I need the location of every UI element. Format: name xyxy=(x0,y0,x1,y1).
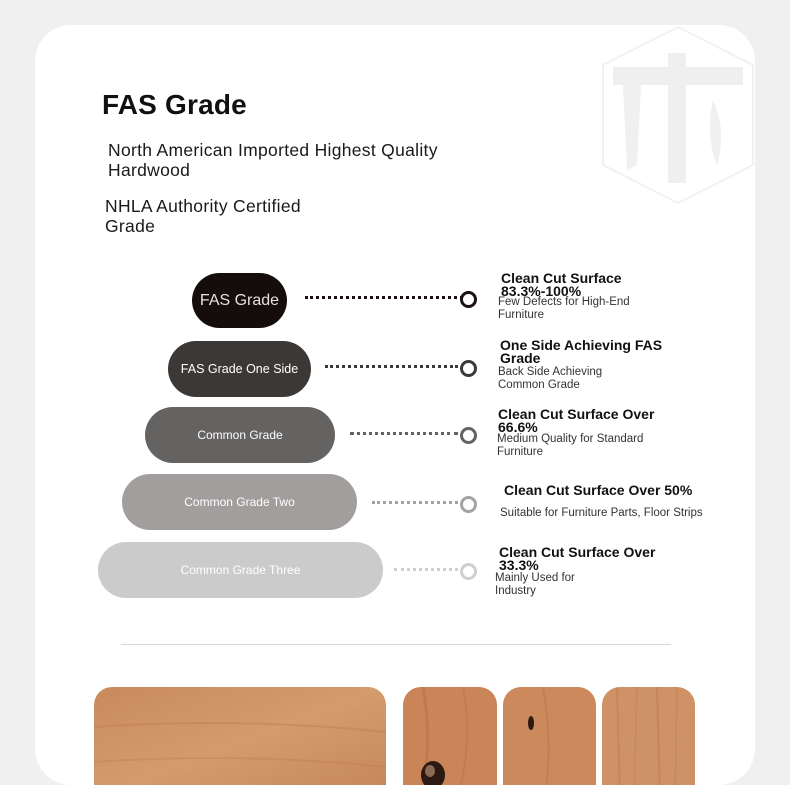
content-card xyxy=(35,25,755,785)
connector-line xyxy=(325,365,458,368)
brand-logo-icon xyxy=(593,25,755,205)
wood-sample-photo xyxy=(503,687,596,785)
page-title: FAS Grade xyxy=(102,89,247,120)
subtitle: North American Imported Highest Quality Hardwood xyxy=(108,140,438,180)
grade-title: Clean Cut Surface Over 50% xyxy=(504,482,693,498)
grade-title: Clean Cut Surface 83.3%-100% xyxy=(501,270,622,299)
grade-title: Clean Cut Surface Over 66.6% xyxy=(498,406,655,435)
grade-pill-label: FAS Grade xyxy=(199,291,280,309)
grade-node xyxy=(460,496,477,513)
connector-line xyxy=(394,568,458,571)
connector-line xyxy=(372,501,458,504)
grade-pill-common xyxy=(145,407,335,463)
grade-pill-label: Common Grade Two xyxy=(184,495,295,509)
section-divider xyxy=(121,644,671,645)
grade-node xyxy=(460,563,477,580)
grade-pill-common-three xyxy=(98,542,383,598)
grade-title: One Side Achieving FAS Grade xyxy=(500,337,663,366)
grade-pill-common-two xyxy=(122,474,357,530)
grade-pill-fas-one-side xyxy=(168,341,311,397)
grade-title: Clean Cut Surface Over 33.3% xyxy=(499,544,656,573)
grade-description: Few Defects for High-End Furniture xyxy=(498,296,630,321)
connector-line xyxy=(350,432,458,435)
grade-pill-label: Common Grade Three xyxy=(180,563,301,577)
grade-description: Suitable for Furniture Parts, Floor Strips xyxy=(500,507,703,519)
grade-pill-label: Common Grade xyxy=(197,428,283,442)
grade-node xyxy=(460,427,477,444)
wood-sample-photo-large xyxy=(94,687,386,785)
wood-sample-photo xyxy=(403,687,497,785)
certification-text: NHLA Authority Certified Grade xyxy=(105,196,301,236)
grade-description: Mainly Used for Industry xyxy=(495,572,575,597)
grade-node xyxy=(460,291,477,308)
connector-line xyxy=(305,296,463,299)
grade-node xyxy=(460,360,477,377)
grade-description: Back Side Achieving Common Grade xyxy=(498,366,603,391)
grade-pill-label: FAS Grade One Side xyxy=(180,362,299,376)
grade-description: Medium Quality for Standard Furniture xyxy=(497,433,644,458)
grade-pill-fas xyxy=(192,273,287,328)
wood-sample-photo xyxy=(602,687,695,785)
